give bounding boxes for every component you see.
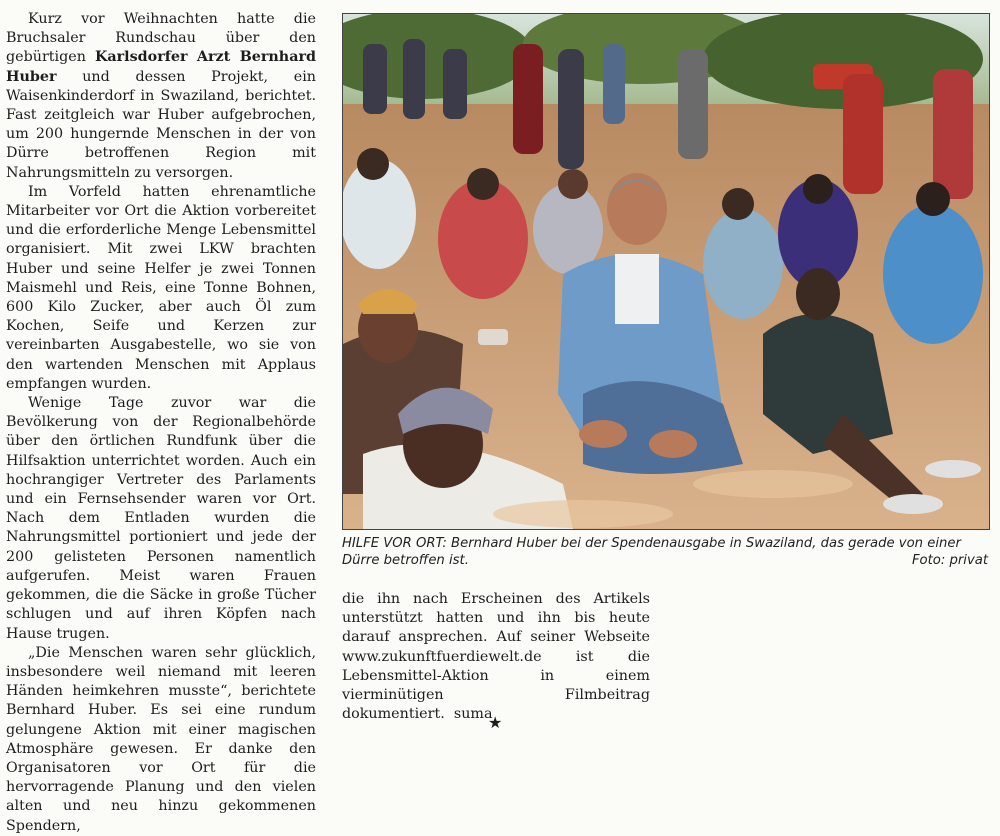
photo-caption bbox=[342, 535, 988, 569]
article-text: und dessen Projekt, ein Waisenkinderdorf in Swaziland, berichtet. Fast zeitgleich war Huber aufgebrochen, um 200 hungernde Menschen in der von Dürre betroffenen Region mit Nahrungsmitteln zu versorgen. bbox=[6, 68, 316, 181]
article-bold-text: Karlsdorfer Arzt Bernhard Huber bbox=[6, 49, 316, 85]
article-column-left bbox=[6, 10, 316, 836]
author-initials: suma bbox=[453, 706, 493, 723]
article-paragraph: Wenige Tage zuvor war die Bevölkerung von der Regionalbehörde über den örtlichen Rundfunk über die Hilfsaktion unterrichtet worden. Auch ein hochrangiger Vertreter des Parlaments und ein Fernsehsender waren vor Ort. Nach dem Entladen wurden die Nahrungsmittel portioniert und jede der 200 gelisteten Personen namentlich aufgerufen. Meist waren Frauen gekommen, die die Säcke in große Tücher schlugen und auf ihren Köpfen nach Hause trugen. bbox=[6, 395, 316, 642]
article-column-right bbox=[342, 590, 650, 724]
caption-label: HILFE VOR ORT: bbox=[342, 536, 447, 551]
end-mark: ★ bbox=[488, 713, 503, 732]
article-text: die ihn nach Erscheinen des Artikels unterstützt hatten und ihn bis heute darauf ansprechen. Auf seiner Webseite www.zukunftfuerdiewelt.de ist die Lebensmittel-Aktion in einem vierminütigen Filmbeitrag dokumentiert. bbox=[342, 591, 650, 723]
article-paragraph: Im Vorfeld hatten ehrenamtliche Mitarbeiter vor Ort die Aktion vorbereitet und die erforderliche Menge Lebensmittel organisiert. Mit zwei LKW brachten Huber und seine Helfer je zwei Tonnen Maismehl und Reis, eine Tonne Bohnen, 600 Kilo Zucker, aber auch Öl zum Kochen, Seife und Kerzen zur vereinbarten Ausgabestelle, wo sie von den wartenden Menschen mit Applaus empfangen wurden. bbox=[6, 183, 316, 392]
caption-text: Bernhard Huber bei der Spendenausgabe in Swaziland, das gerade von einer Dürre betroffen ist. bbox=[342, 536, 961, 568]
article-paragraph: „Die Menschen waren sehr glücklich, insbesondere weil niemand mit leeren Händen heimkehren musste“, berichtete Bernhard Huber. Es sei eine rundum gelungene Aktion mit einer magischen Atmosphäre gewesen. Er danke den Organisatoren vor Ort für die hervorragende Planung und den vielen alten und neu hinzu gekommenen Spendern, bbox=[6, 644, 316, 834]
photo-credit: Foto: privat bbox=[911, 553, 988, 568]
article-paragraph bbox=[6, 10, 316, 183]
article-text: Kurz vor Weihnachten hatte die Bruchsaler Rundschau über den gebürtigen bbox=[6, 11, 316, 66]
article-photo bbox=[342, 13, 990, 530]
article-paragraph bbox=[342, 590, 650, 724]
